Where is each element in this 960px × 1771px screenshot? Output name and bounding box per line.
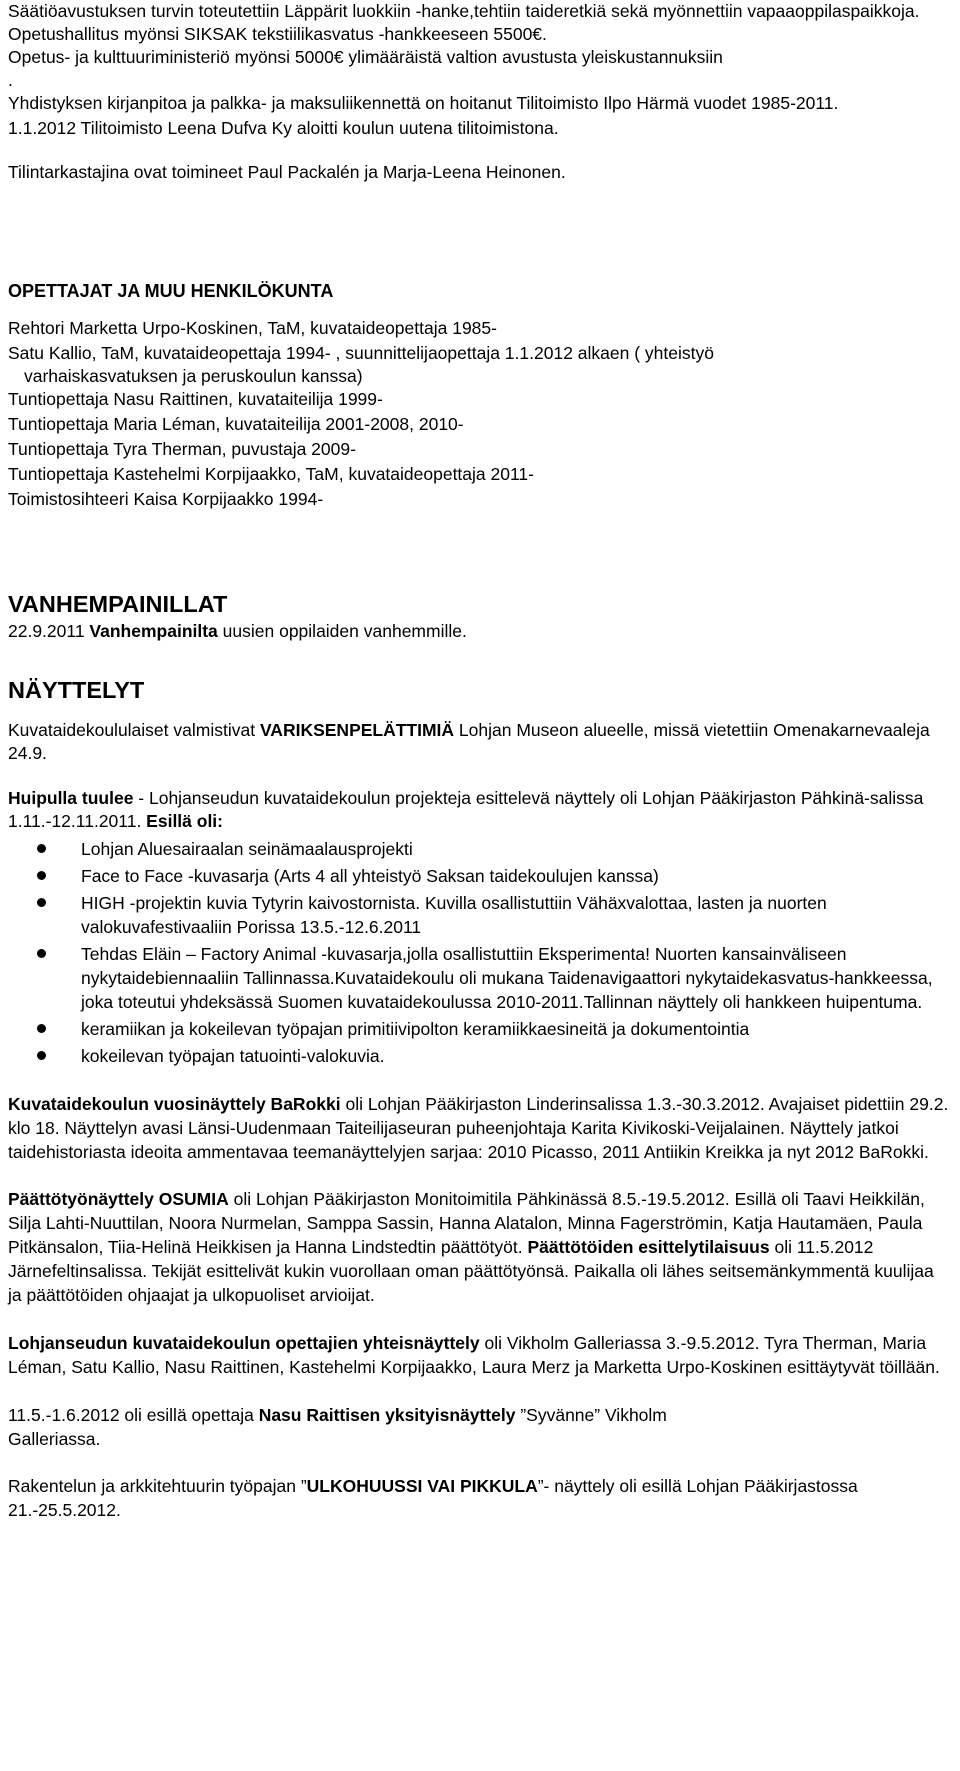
list-item-text: Tehdas Eläin – Factory Animal -kuvasarja,jolla osallistuttiin Eksperimenta! Nuorten kansainväliseen nykytaidebiennaaliin Tallinnassa.Kuvataidekoulu oli mukana Taidenavigaattori nykytaidekasvatus-hankkeessa, joka toteutui yhdeksässä Suomen kuvataidekoulussa 2010-2011.Tallinnan näyttely oli hankkeen huipentuma. <box>81 944 933 1012</box>
list-item <box>8 1017 952 1041</box>
parents-rest: uusien oppilaiden vanhemmille. <box>217 621 467 641</box>
intro-line-foundation: Säätiöavustuksen turvin toteutettiin Läppärit luokkiin -hanke,tehtiin taideretkiä sekä myönnettiin vapaaoppilaspaikkoja. <box>8 1 920 21</box>
exhibition-nasu-raittinen <box>8 1403 708 1451</box>
text-run-bold: Nasu Raittisen yksityisnäyttely <box>258 1405 516 1425</box>
parents-date: 22.9.2011 <box>8 621 90 641</box>
text-run-bold: VARIKSENPELÄTTIMIÄ <box>259 720 455 740</box>
exhibition-osumia <box>8 1187 952 1307</box>
parents-heading: VANHEMPAINILLAT <box>8 591 228 617</box>
parents-event-bold: Vanhempainilta <box>89 621 218 641</box>
staff-row: Satu Kallio, TaM, kuvataideopettaja 1994- , suunnittelijaopettaja 1.1.2012 alkaen ( yhteistyö <box>8 343 714 363</box>
list-item-text: Lohjan Aluesairaalan seinämaalausprojekti <box>81 839 413 859</box>
text-run-bold: Lohjanseudun kuvataidekoulun opettajien yhteisnäyttely <box>8 1333 480 1353</box>
parents-section <box>8 590 952 643</box>
list-item-text: keramiikan ja kokeilevan työpajan primitiivipolton keramiikkaesineitä ja dokumentointia <box>81 1019 750 1039</box>
intro-line-auditors: Tilintarkastajina ovat toimineet Paul Packalén ja Marja-Leena Heinonen. <box>8 162 566 182</box>
exhibition-scarecrows <box>8 719 952 765</box>
staff-row: Tuntiopettaja Nasu Raittinen, kuvataiteilija 1999- <box>8 389 383 409</box>
staff-row: Rehtori Marketta Urpo-Koskinen, TaM, kuvataideopettaja 1985- <box>8 318 497 338</box>
exhibition-barokki <box>8 1092 952 1164</box>
text-run: ”Syvänne” Vikholm Galleriassa. <box>8 1405 667 1449</box>
staff-heading: OPETTAJAT JA MUU HENKILÖKUNTA <box>8 281 334 301</box>
bullet-icon <box>37 898 46 907</box>
intro-line-accounting: Yhdistyksen kirjanpitoa ja palkka- ja maksuliikennettä on hoitanut Tilitoimisto Ilpo Härmä vuodet 1985-2011. <box>8 93 839 113</box>
exhibitions-heading: NÄYTTELYT <box>8 677 145 703</box>
list-item <box>8 837 952 861</box>
staff-row: Tuntiopettaja Kastehelmi Korpijaakko, TaM, kuvataideopettaja 2011- <box>8 464 534 484</box>
text-run-bold: Päättötöiden esittelytilaisuus <box>527 1237 770 1257</box>
text-run-bold: Päättötyönäyttely OSUMIA <box>8 1189 229 1209</box>
staff-section <box>8 280 952 511</box>
exhibition-teachers-joint <box>8 1331 952 1379</box>
bullet-icon <box>37 1051 46 1060</box>
parents-line <box>8 620 952 643</box>
text-run: ”- näyttely oli esillä Lohjan Pääkirjastossa 21.-25.5.2012. <box>8 1476 858 1520</box>
list-item <box>8 864 952 888</box>
text-run: 11.5.-1.6.2012 oli esillä opettaja <box>8 1405 259 1425</box>
staff-row: Tuntiopettaja Tyra Therman, puvustaja 2009- <box>8 439 356 459</box>
text-run: Lohjan Museon alueelle, missä vietettiin Omenakarnevaaleja 24.9. <box>8 720 930 763</box>
bullet-icon <box>37 1024 46 1033</box>
intro-line-dot: . <box>8 70 13 90</box>
text-run: Kuvataidekoululaiset valmistivat <box>8 720 260 740</box>
staff-row: Tuntiopettaja Maria Léman, kuvataiteilija 2001-2008, 2010- <box>8 414 464 434</box>
text-run: - Lohjanseudun kuvataidekoulun projekteja esittelevä näyttely oli Lohjan Pääkirjaston Pähkinä-salissa 1.11.-12.11.2011. <box>8 788 924 831</box>
list-item-text: kokeilevan työpajan tatuointi-valokuvia. <box>81 1046 385 1066</box>
intro-line-siksak: Opetushallitus myönsi SIKSAK tekstiilikasvatus -hankkeeseen 5500€. <box>8 24 547 44</box>
exhibition-items-list <box>8 837 952 1068</box>
exhibition-huipulla-tuulee <box>8 787 952 833</box>
list-item-text: Face to Face -kuvasarja (Arts 4 all yhteistyö Saksan taidekoulujen kanssa) <box>81 866 659 886</box>
bullet-icon <box>37 871 46 880</box>
text-run-bold: Kuvataidekoulun vuosinäyttely BaRokki <box>8 1094 341 1114</box>
text-run-bold: Esillä oli: <box>146 811 223 831</box>
text-run: Rakentelun ja arkkitehtuurin työpajan ” <box>8 1476 307 1496</box>
text-run-bold: Huipulla tuulee <box>8 788 134 808</box>
bullet-icon <box>37 844 46 853</box>
intro-line-ministry: Opetus- ja kulttuuriministeriö myönsi 5000€ ylimääräistä valtion avustusta yleiskustannuksiin <box>8 47 723 67</box>
bullet-icon <box>37 949 46 958</box>
list-item <box>8 1044 952 1068</box>
intro-line-new-accountant: 1.1.2012 Tilitoimisto Leena Dufva Ky aloitti koulun uutena tilitoimistona. <box>8 118 559 138</box>
text-run-bold: ULKOHUUSSI VAI PIKKULA <box>306 1476 538 1496</box>
staff-row: varhaiskasvatuksen ja peruskoulun kanssa) <box>24 366 363 386</box>
text-run: oli Lohjan Pääkirjaston Linderinsalissa 1.3.-30.3.2012. Avajaiset pidettiin 29.2. klo 18. Näyttelyn avasi Länsi-Uudenmaan Taiteilijaseuran puheenjohtaja Karita Kivikoski-Veijalainen. Näyttely jatkoi taidehistoriasta ideoita ammentavaa teemanäyttelyjen sarjaa: 2010 Picasso, 2011 Antiikin Kreikka ja nyt 2012 BaRokki. <box>8 1094 949 1162</box>
list-item <box>8 891 952 939</box>
list-item-text: HIGH -projektin kuvia Tytyrin kaivostornista. Kuvilla osallistuttiin Vähäxvalottaa, lasten ja nuorten valokuvafestivaaliin Porissa 13.5.-12.6.2011 <box>81 893 827 937</box>
intro-section <box>8 0 952 184</box>
staff-row: Toimistosihteeri Kaisa Korpijaakko 1994- <box>8 489 324 509</box>
text-run: oli 11.5.2012 Järnefeltinsalissa. Tekijät esittelivät kukin vuorollaan oman päättötyönsä. Paikalla oli lähes seitsemänkymmentä kuulijaa ja päättötöiden ohjaajat ja ulkopuoliset arvioijat. <box>8 1237 934 1305</box>
exhibition-ulkohuussi <box>8 1474 952 1522</box>
text-run: oli Vikholm Galleriassa 3.-9.5.2012. Tyra Therman, Maria Léman, Satu Kallio, Nasu Raittinen, Kastehelmi Korpijaakko, Laura Merz ja Marketta Urpo-Koskinen esittäytyvät töillään. <box>8 1333 940 1377</box>
list-item <box>8 942 952 1014</box>
exhibitions-section <box>8 676 952 1522</box>
text-run: oli Lohjan Pääkirjaston Monitoimitila Pähkinässä 8.5.-19.5.2012. Esillä oli Taavi Heikkilän, Silja Lahti-Nuuttilan, Noora Nurmelan, Samppa Sassin, Hanna Alatalon, Minna Fagerströmin, Katja Hautamäen, Paula Pitkänsalon, Tiia-Helinä Heikkisen ja Hanna Lindstedtin päättötyöt. <box>8 1189 925 1257</box>
